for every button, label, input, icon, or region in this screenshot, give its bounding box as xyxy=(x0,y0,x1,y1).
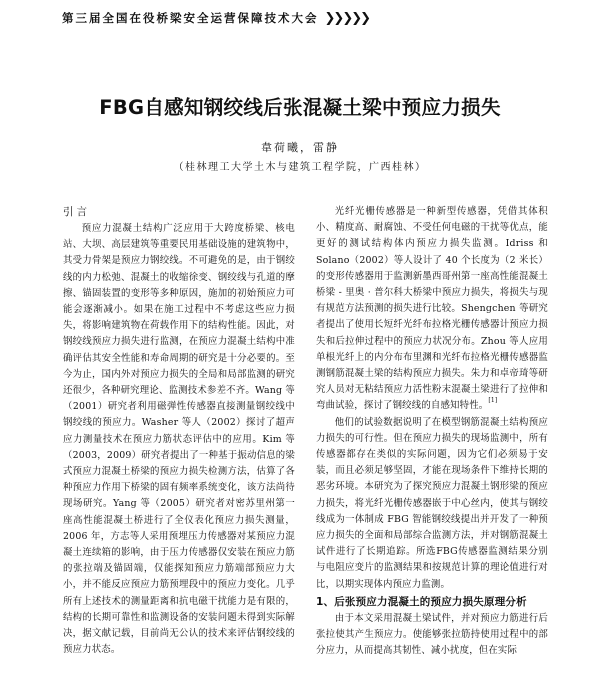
running-header xyxy=(62,9,522,27)
chevron-right-icon: ❯ xyxy=(351,10,363,26)
authors: 韋荷曦，雷静 xyxy=(261,141,339,154)
body-paragraph: 预应力混凝土结构广泛应用于大跨度桥梁、核电站、大坝、高层建筑等重要民用基础设施的建筑物中，其受力骨架是预应力钢绞线。不可避免的是，由于钢绞线的内力松弛、混凝土的收缩徐变、钢绞线与孔道的摩擦、锚固装置的变形等多种原因，施加的初始预应力可能会逐渐减小。如果在施工过程中不考虑这些应力损失，将影响建筑物在荷载作用下的结构性能。因此，对钢绞线预应力损失进行监测，在预应力混凝土结构中准确评估其安全性能和寿命周期的研究是十分必要的。至今为止，国内外对预应力损失的全局和局部监测的研究还很少，各种研究理论、监测技术参差不齐。Wang 等（2001）研究者利用磁弹性传感器直接测量钢绞线中钢绞线的预应力。Washer 等人（2002）探讨了超声应力测量技术在预应力筋状态评估中的应用。Kim 等（2003，2009）研究者提出了一种基于振动信息的梁式预应力混凝土桥梁的预应力损失检测方法，估算了各种预应力作用下桥梁的固有频率系统变化，该方法尚待现场研究。Yang 等（2005）研究者对密苏里州第一座高性能混凝土桥进行了全仪表化预应力损失测量，2006 年，方志等人采用预埋压力传感器对某预应力混凝土连续箱的影响，由于压力传感器仅安装在预应力筋的张拉端及锚固端，仅能探知预应力筋端部预应力大小，并不能反应预应力筋预埋段中的预应力变化。几乎所有上述技术的测量距离和抗电磁干扰能力是有限的，结构的长期可靠性和监测设备的安装问题未得到实际解决，据文献记载，目前尚无公认的技术来评估钢绞线的预应力状态。 xyxy=(63,223,295,656)
body-paragraph: 光纤光栅传感器是一种新型传感器，凭借其体积小、精度高、耐腐蚀、不受任何电磁的干扰等优点，能更好的测试结构体内预应力损失监测。Idriss 和 Solano（2002）等人设计了 40 个长度为（2 米长）的变形传感器用于监测新墨西哥州第一座高性能混凝土桥梁 - 里奥 · 普尔科大桥梁中预应力损失，将损失与现有规范方法预测的损失进行比较。Shengchen 等研究者提出了使用长短纤光纤布拉格光栅传感器计预应力损失和后拉伸过程中的预应力状况分布。Zhou 等人应用单根光纤上的内分布布里渊和光纤布拉格光栅传感器监测钢筋混凝土梁的结构预应力损失。朱力和卓帝琦等研究人员对无粘结预应力活性粉末混凝土梁进行了拉伸和弯曲试验，探讨了钢绞线的自感知特性。[1] xyxy=(316,206,548,412)
citation-marker: [1] xyxy=(488,397,498,405)
section-heading: 1、后张预应力混凝土的预应力损失原理分析 xyxy=(316,595,527,608)
chevron-right-icon: ❯ xyxy=(342,10,354,26)
body-paragraph: 他们的试验数据说明了在模型钢筋混凝土结构预应力损失的可行性。但在预应力损失的现场监测中，所有传感器都存在类似的实际问题，因为它们必须易于安装，而且必须足够坚固，才能在现场条件下维持长期的恶劣环境。本研究为了探究预应力混凝土钢形梁的预应力损失，将光纤光栅传感器嵌于中心丝内，使其与钢绞线成为一体制成 FBG 智能钢绞线提出并开发了一种预应力损失的全面和局部综合监测方法，并对钢筋混凝土试件进行了长期追踪。所选FBG传感器监测结果分别与电阻应变片的监测结果和按规范计算的理论值进行对比，以期实现体内预应力监测。 xyxy=(316,416,548,590)
chevron-right-icon: ❯ xyxy=(333,10,345,26)
chevron-right-icon: ❯ xyxy=(360,10,372,26)
affiliation: （桂林理工大学土木与建筑工程学院，广西桂林） xyxy=(173,162,427,173)
chevron-right-icon: ❯ xyxy=(324,10,336,26)
body-paragraph: 由于本文采用混凝土梁试件，并对预应力筋进行后张拉使其产生预应力。使能够张拉筋持使用过程中的部分应力，从而提高其韧性、减小扰度，但在实际 xyxy=(316,612,548,657)
conference-name: 第三届全国在役桥梁安全运营保障技术大会 xyxy=(62,11,319,25)
left-column xyxy=(63,204,295,658)
paper-title: FBG自感知钢绞线后张混凝土梁中预应力损失 xyxy=(99,96,501,119)
right-column xyxy=(316,204,548,659)
introduction-heading: 引言 xyxy=(63,206,90,218)
chevron-arrows-icon xyxy=(325,12,370,25)
